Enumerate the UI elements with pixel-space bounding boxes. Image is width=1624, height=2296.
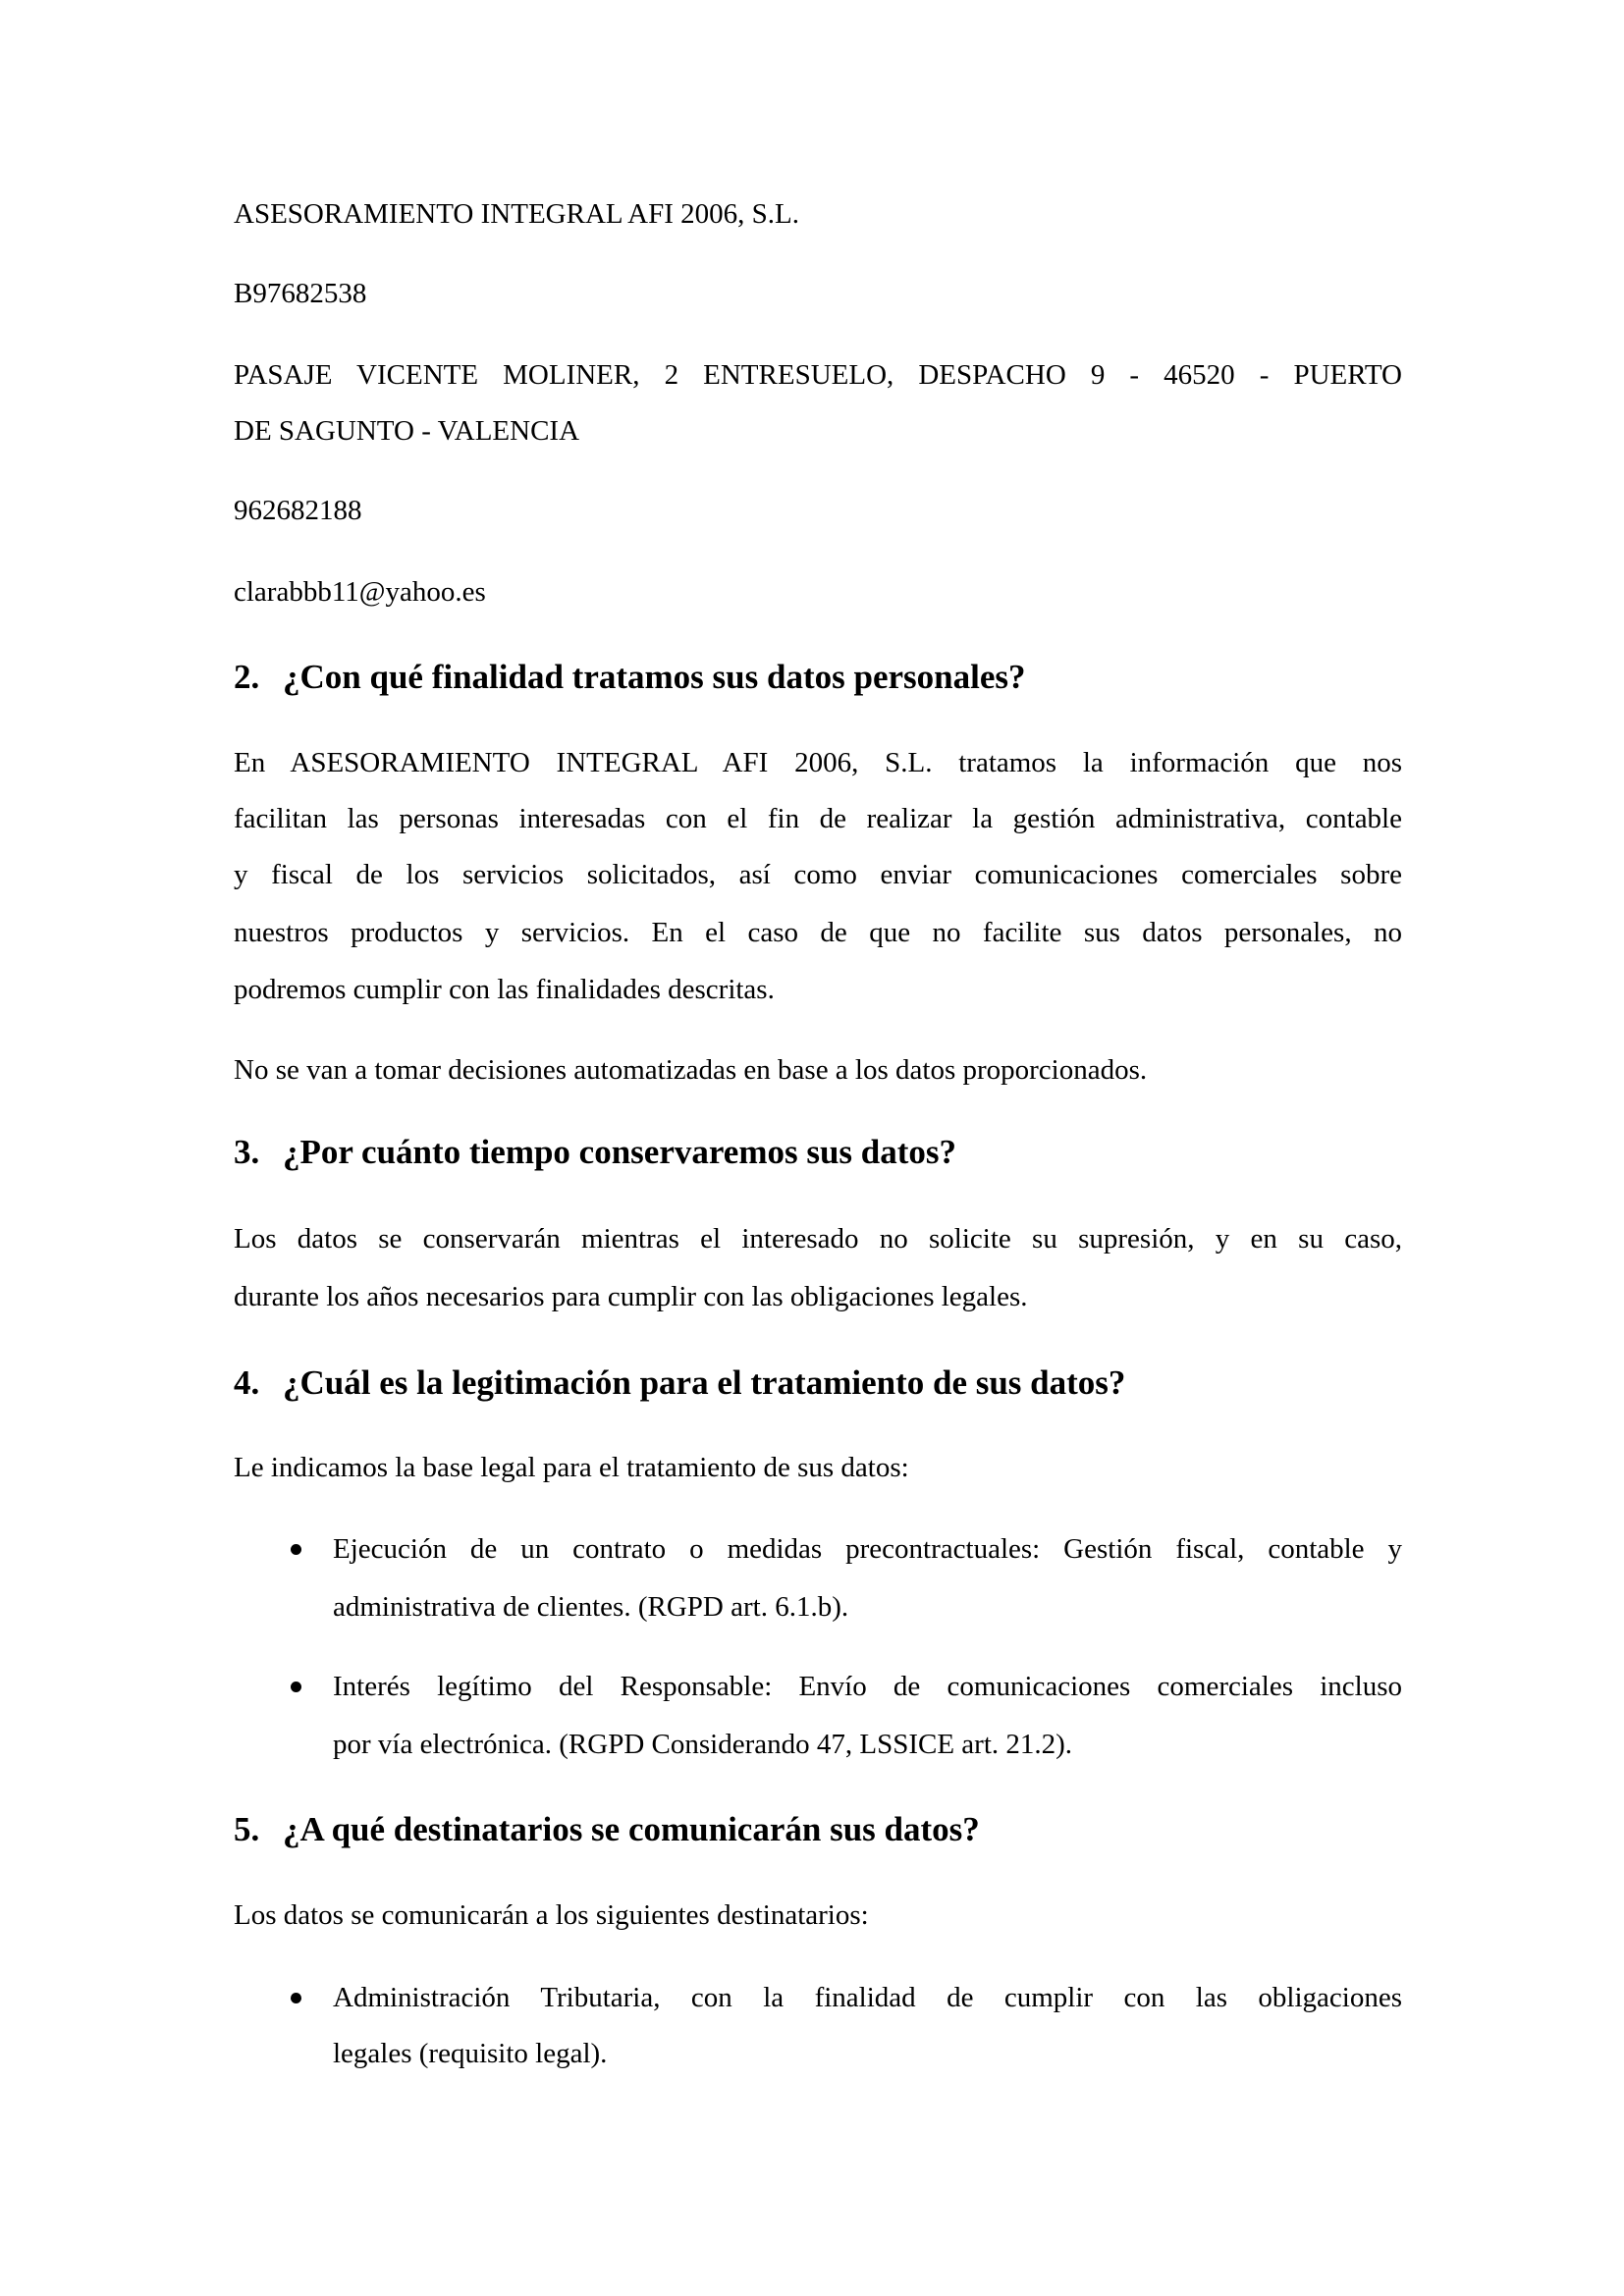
section-2-paragraph-line: y fiscal de los servicios solicitados, así como enviar comunicaciones comerciales sobre — [234, 859, 1402, 890]
section-2-paragraph-line: facilitan las personas interesadas con el fin de realizar la gestión administrativa, contable — [234, 803, 1402, 834]
section-3-heading — [234, 1132, 956, 1173]
section-4-bullet-1-line: Ejecución de un contrato o medidas precontractuales: Gestión fiscal, contable y — [333, 1533, 1402, 1565]
company-name: ASESORAMIENTO INTEGRAL AFI 2006, S.L. — [234, 198, 799, 230]
section-2-paragraph-line: nuestros productos y servicios. En el caso de que no facilite sus datos personales, no — [234, 917, 1402, 948]
bullet-icon — [291, 1993, 301, 2003]
section-number: 3. — [234, 1133, 260, 1171]
section-4-bullet-2-line: Interés legítimo del Responsable: Envío de comunicaciones comerciales incluso — [333, 1671, 1402, 1702]
section-5-bullet-1-line: legales (requisito legal). — [333, 2038, 608, 2069]
company-address-line-2: DE SAGUNTO - VALENCIA — [234, 415, 580, 447]
section-4-intro: Le indicamos la base legal para el tratamiento de sus datos: — [234, 1452, 909, 1483]
section-title: ¿A qué destinatarios se comunicarán sus datos? — [283, 1810, 980, 1848]
section-5-heading — [234, 1809, 980, 1850]
company-cif: B97682538 — [234, 278, 367, 309]
section-number: 5. — [234, 1810, 260, 1848]
section-title: ¿Cuál es la legitimación para el tratamiento de sus datos? — [283, 1363, 1126, 1402]
section-5-intro: Los datos se comunicarán a los siguientes destinatarios: — [234, 1899, 869, 1931]
section-4-bullet-2-line: por vía electrónica. (RGPD Considerando 47, LSSICE art. 21.2). — [333, 1729, 1073, 1760]
section-2-paragraph-line: podremos cumplir con las finalidades descritas. — [234, 974, 775, 1005]
section-number: 4. — [234, 1363, 260, 1402]
company-phone: 962682188 — [234, 495, 362, 526]
section-2-paragraph-line: En ASESORAMIENTO INTEGRAL AFI 2006, S.L. tratamos la información que nos — [234, 747, 1402, 778]
section-title: ¿Por cuánto tiempo conservaremos sus datos? — [283, 1133, 957, 1171]
section-2-heading — [234, 657, 1026, 698]
company-email: clarabbb11@yahoo.es — [234, 576, 486, 608]
section-4-heading — [234, 1362, 1125, 1404]
section-number: 2. — [234, 658, 260, 696]
section-title: ¿Con qué finalidad tratamos sus datos personales? — [283, 658, 1026, 696]
section-2-note: No se van a tomar decisiones automatizadas en base a los datos proporcionados. — [234, 1054, 1148, 1086]
section-3-paragraph-line: durante los años necesarios para cumplir con las obligaciones legales. — [234, 1281, 1028, 1312]
section-4-bullet-1-line: administrativa de clientes. (RGPD art. 6.1.b). — [333, 1591, 849, 1623]
section-5-bullet-1-line: Administración Tributaria, con la finalidad de cumplir con las obligaciones — [333, 1982, 1402, 2013]
section-3-paragraph-line: Los datos se conservarán mientras el interesado no solicite su supresión, y en su caso, — [234, 1223, 1402, 1255]
company-address-line-1: PASAJE VICENTE MOLINER, 2 ENTRESUELO, DESPACHO 9 - 46520 - PUERTO — [234, 359, 1402, 391]
bullet-icon — [291, 1682, 301, 1692]
bullet-icon — [291, 1544, 301, 1555]
